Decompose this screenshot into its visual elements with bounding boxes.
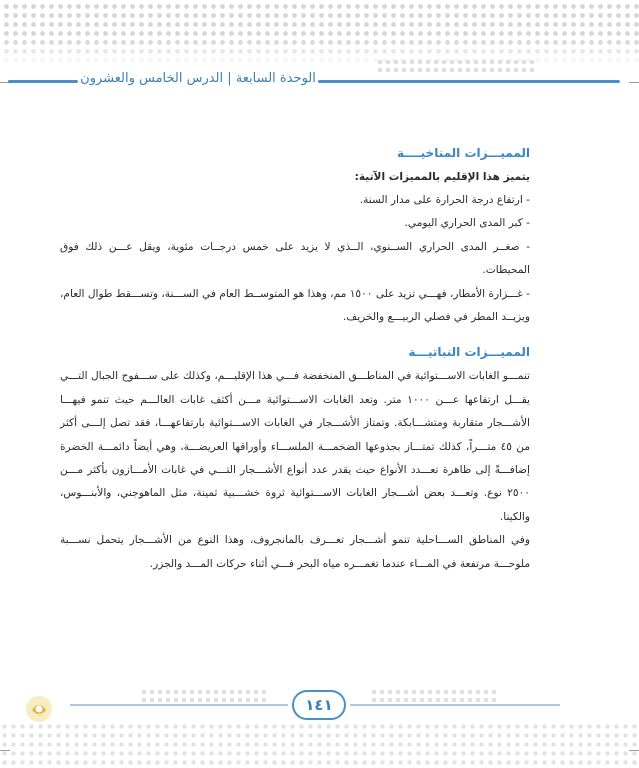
page-number: ١٤١ xyxy=(292,690,346,720)
crop-mark-bottom-left-h xyxy=(0,750,10,751)
climate-item: - صغــر المدى الحراري الســنوي، الــذي لا يزيد على خمس درجــات مئوية، ويقل عـــن ذلك فوق المحيطات. xyxy=(60,240,530,277)
vegetation-paragraph: وفي المناطق الســـاحلية تنمو أشـــجار تعـــرف بالمانجروف، وهذا النوع من الأشـــجار يتحمل نســـبة ملوحـــة مرتفعة في المـــاء عندما تغمـــره مياه البحر فـــي أثناء حركات المـــد والجزر. xyxy=(60,534,530,570)
climate-section xyxy=(60,140,530,329)
unit-lesson-title: الوحدة السابعة | الدرس الخامس والعشرون xyxy=(80,71,316,86)
header-rule-right xyxy=(318,80,620,83)
footer-rule-right xyxy=(350,704,560,706)
crop-mark-bottom-right-h xyxy=(629,750,639,751)
top-dot-fade xyxy=(0,40,639,66)
page-content xyxy=(60,140,530,576)
footer-dot-pattern-left xyxy=(140,688,270,702)
climate-item: - ارتفاع درجة الحرارة على مدار السنة. xyxy=(359,194,530,206)
vegetation-section xyxy=(60,339,530,576)
climate-intro: يتميز هذا الإقليم بالمميزات الآتية: xyxy=(354,171,530,183)
publisher-logo-icon xyxy=(24,694,54,724)
header-dot-pattern xyxy=(376,58,536,74)
footer-rule-left xyxy=(70,704,288,706)
climate-section-title: المميـــزات المناخيــــة xyxy=(396,146,530,160)
footer-dot-pattern-right xyxy=(370,688,500,702)
vegetation-paragraph: تنمـــو الغابات الاســـتوائية في المناطـــق المنخفضة فـــي هذا الإقليـــم، وكذلك على ســـفوح الجبال التـــي يقـــل ارتفاعها عـــن ١٠٠٠ متر. وتعد الغابات الاســـتوائية مـــن أكثف غابات العالـــم حيث تنمو فيهـــا الأشـــجار متقاربة ومتشـــابكة. وتمتاز الأشـــجار في الغابات الاســـتوائية بارتفاعهـــا، فقد تصل إلـــى أكثر من ٤٥ متـــراً، كذلك تمتـــاز بجذوعها الضخمـــة الملســـاء وأوراقها العريضـــة، وهي أيضاً دائمـــة الخضرة إضافـــةً إلى ظاهرة تعـــدد الأنواع حيث يقدر عدد أنواع الأشـــجار التـــي في غابات الأمـــازون بأكثر مـــن ٢٥٠٠ نوع. وتعـــد بعض أشـــجار الغابات الاســـتوائية ثروة خشـــبية ثمينة، مثل الماهوجني، والأبنـــوس، والكينا. xyxy=(60,370,530,523)
bottom-dot-pattern xyxy=(0,722,639,768)
climate-item: - كبر المدى الحراري اليومي. xyxy=(404,217,530,230)
climate-item: - غـــزارة الأمطار، فهـــي تزيد على ١٥٠٠ مم، وهذا هو المتوســط العام في الســـنة، وتســـقط طوال العام، ويزيــد المطر في فصلي الربيـــع والخريف. xyxy=(60,287,530,324)
crop-mark-top-right-h xyxy=(629,82,639,83)
vegetation-section-title: المميـــزات النباتيـــة xyxy=(408,345,530,360)
header-rule-left xyxy=(8,80,78,83)
section-gap xyxy=(60,329,530,339)
